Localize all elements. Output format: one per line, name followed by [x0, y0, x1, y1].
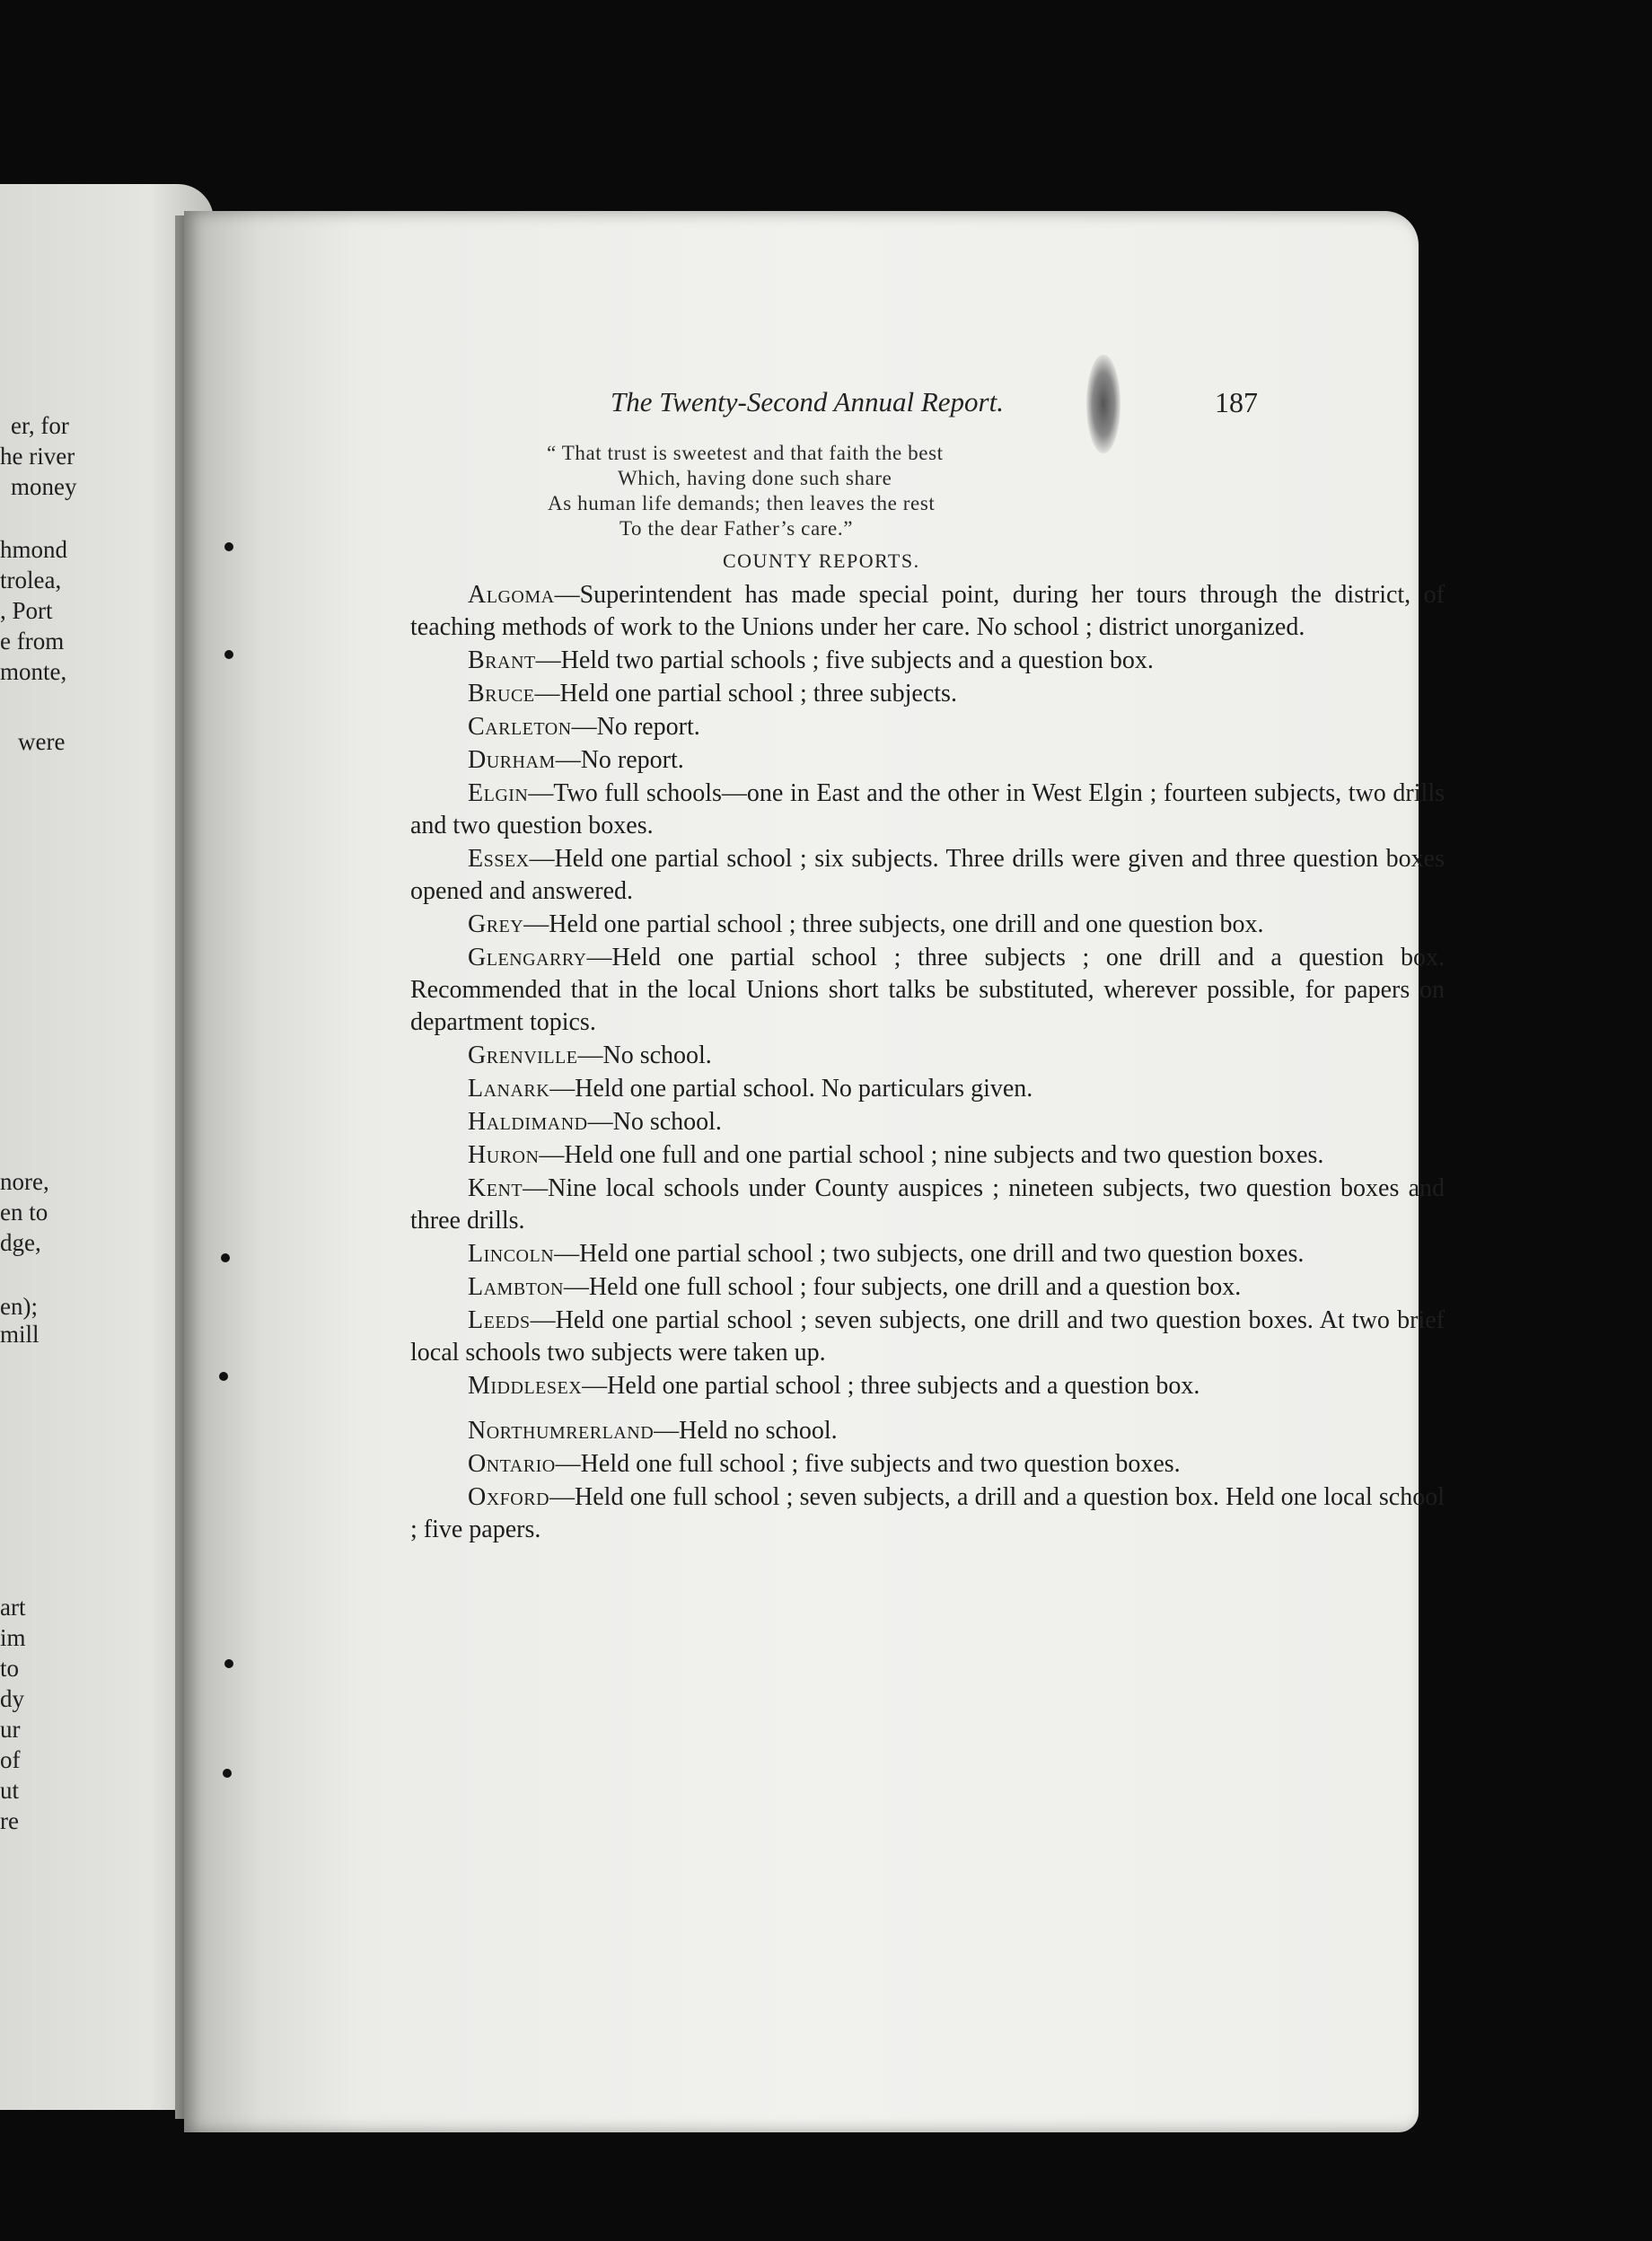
- report-text: —Held one partial school ; two subjects, one drill and two question boxes.: [554, 1240, 1305, 1268]
- county-name: Carleton: [468, 713, 572, 741]
- report-entry: [410, 843, 1445, 908]
- report-text: —Held one partial school ; seven subjects, one drill and two question boxes. At two brief local schools two subjects were taken up.: [410, 1306, 1445, 1367]
- county-name: Essex: [468, 845, 530, 873]
- left-fragment: re: [0, 1807, 19, 1834]
- report-text: —No report.: [555, 746, 684, 774]
- report-entry: [410, 1415, 1445, 1447]
- report-text: —Held one partial school ; three subjects.: [534, 680, 957, 707]
- county-reports: [410, 579, 1445, 1547]
- report-text: —Held one full school ; four subjects, one drill and a question box.: [563, 1273, 1242, 1301]
- report-entry: [410, 1040, 1445, 1072]
- report-text: —Held one full and one partial school ; nine subjects and two question boxes.: [539, 1141, 1324, 1169]
- left-fragment: im: [0, 1624, 26, 1651]
- left-fragment: he river: [0, 443, 75, 470]
- county-name: Middlesex: [468, 1372, 583, 1400]
- report-entry: [410, 744, 1445, 777]
- poem-line: As human life demands; then leaves the rest: [548, 492, 936, 514]
- county-name: Ontario: [468, 1450, 556, 1478]
- poem-line: “ That trust is sweetest and that faith the best: [547, 442, 944, 464]
- report-text: —No school.: [587, 1108, 722, 1136]
- report-text: —Nine local schools under County auspices ; nineteen subjects, two question boxes and three drills.: [410, 1174, 1445, 1235]
- report-text: —Two full schools—one in East and the other in West Elgin ; fourteen subjects, two drills and two question boxes.: [410, 779, 1445, 839]
- left-fragment: er, for: [11, 412, 69, 439]
- left-fragment: mill: [0, 1321, 40, 1348]
- left-fragment: nore,: [0, 1168, 49, 1195]
- county-name: Lanark: [468, 1075, 550, 1103]
- county-name: Bruce: [468, 680, 535, 707]
- left-fragment: trolea,: [0, 567, 62, 593]
- report-text: —Held no school.: [654, 1417, 838, 1445]
- left-fragment: hmond: [0, 536, 68, 563]
- ink-speck: [224, 542, 233, 551]
- report-entry: [410, 1073, 1445, 1105]
- ink-speck: [219, 1372, 228, 1381]
- poem-line: Which, having done such share: [618, 467, 892, 489]
- left-fragment: of: [0, 1746, 21, 1773]
- report-text: —Held one full school ; five subjects and two question boxes.: [555, 1450, 1181, 1478]
- report-entry: [410, 942, 1445, 1039]
- report-text: —Held one partial school ; three subjects ; one drill and a question box. Recommended that in the local Unions short talks be substituted, wherever possible, for papers on department topics.: [410, 944, 1445, 1036]
- report-entry: [410, 645, 1445, 677]
- report-entry: [410, 1238, 1445, 1270]
- county-name: Elgin: [468, 779, 529, 807]
- report-text: —No school.: [577, 1041, 712, 1069]
- report-text: —Held two partial schools ; five subjects and a question box.: [535, 646, 1154, 674]
- county-name: Northumrerland: [468, 1417, 655, 1445]
- report-entry: [410, 1448, 1445, 1481]
- report-text: —Held one partial school ; three subjects, one drill and one question box.: [523, 910, 1264, 938]
- left-fragment: art: [0, 1594, 26, 1621]
- right-page: [184, 211, 1445, 2132]
- left-fragment: ur: [0, 1716, 21, 1743]
- county-name: Huron: [468, 1141, 540, 1169]
- report-entry: [410, 711, 1445, 743]
- report-text: —Held one partial school ; three subjects and a question box.: [582, 1372, 1200, 1400]
- county-name: Lambton: [468, 1273, 564, 1301]
- county-name: Grey: [468, 910, 524, 938]
- ink-speck: [224, 1659, 233, 1668]
- county-name: Leeds: [468, 1306, 531, 1334]
- report-text: —Held one partial school ; six subjects. Three drills were given and three question boxes opened and answered.: [410, 845, 1445, 905]
- page-number: 187: [1215, 386, 1258, 418]
- ink-speck: [221, 1253, 230, 1262]
- report-entry: [410, 909, 1445, 941]
- report-entry: [410, 1305, 1445, 1369]
- county-name: Durham: [468, 746, 556, 774]
- running-title: The Twenty-Second Annual Report.: [611, 386, 1004, 417]
- left-fragment: e from: [0, 628, 65, 655]
- county-name: Grenville: [468, 1041, 578, 1069]
- left-fragment: monte,: [0, 658, 67, 685]
- ink-smudge: [1086, 355, 1120, 453]
- left-fragment: dge,: [0, 1229, 41, 1256]
- county-name: Algoma: [468, 581, 555, 609]
- report-entry: [410, 1271, 1445, 1304]
- report-entry: [410, 678, 1445, 710]
- left-fragment: , Port: [0, 597, 53, 624]
- left-fragment: dy: [0, 1685, 24, 1712]
- county-name: Lincoln: [468, 1240, 555, 1268]
- left-fragment: to: [0, 1655, 20, 1682]
- left-fragment: ut: [0, 1777, 20, 1804]
- report-entry: [410, 1370, 1445, 1402]
- county-name: Brant: [468, 646, 536, 674]
- report-text: —Superintendent has made special point, during her tours through the district, of teaching methods of work to the Unions under her care. No school ; district unorganized.: [410, 581, 1445, 641]
- left-fragment: money: [11, 473, 77, 500]
- ink-speck: [223, 1769, 232, 1778]
- county-name: Oxford: [468, 1483, 550, 1511]
- county-name: Glengarry: [468, 944, 587, 971]
- report-text: —Held one partial school. No particulars given.: [549, 1075, 1033, 1103]
- report-entry: [410, 1106, 1445, 1138]
- poem-line: To the dear Father’s care.”: [620, 517, 854, 540]
- report-entry: [410, 1139, 1445, 1172]
- report-entry: [410, 778, 1445, 842]
- left-fragment: en to: [0, 1199, 48, 1226]
- report-entry: [410, 579, 1445, 644]
- report-text: —Held one full school ; seven subjects, a drill and a question box. Held one local school ; five papers.: [410, 1483, 1445, 1543]
- section-heading: COUNTY REPORTS.: [723, 549, 920, 572]
- left-fragment: were: [18, 728, 66, 755]
- report-text: —No report.: [571, 713, 700, 741]
- ink-speck: [224, 650, 233, 659]
- county-name: Kent: [468, 1174, 523, 1202]
- report-entry: [410, 1481, 1445, 1546]
- report-entry: [410, 1173, 1445, 1237]
- left-fragment: en);: [0, 1293, 38, 1320]
- county-name: Haldimand: [468, 1108, 588, 1136]
